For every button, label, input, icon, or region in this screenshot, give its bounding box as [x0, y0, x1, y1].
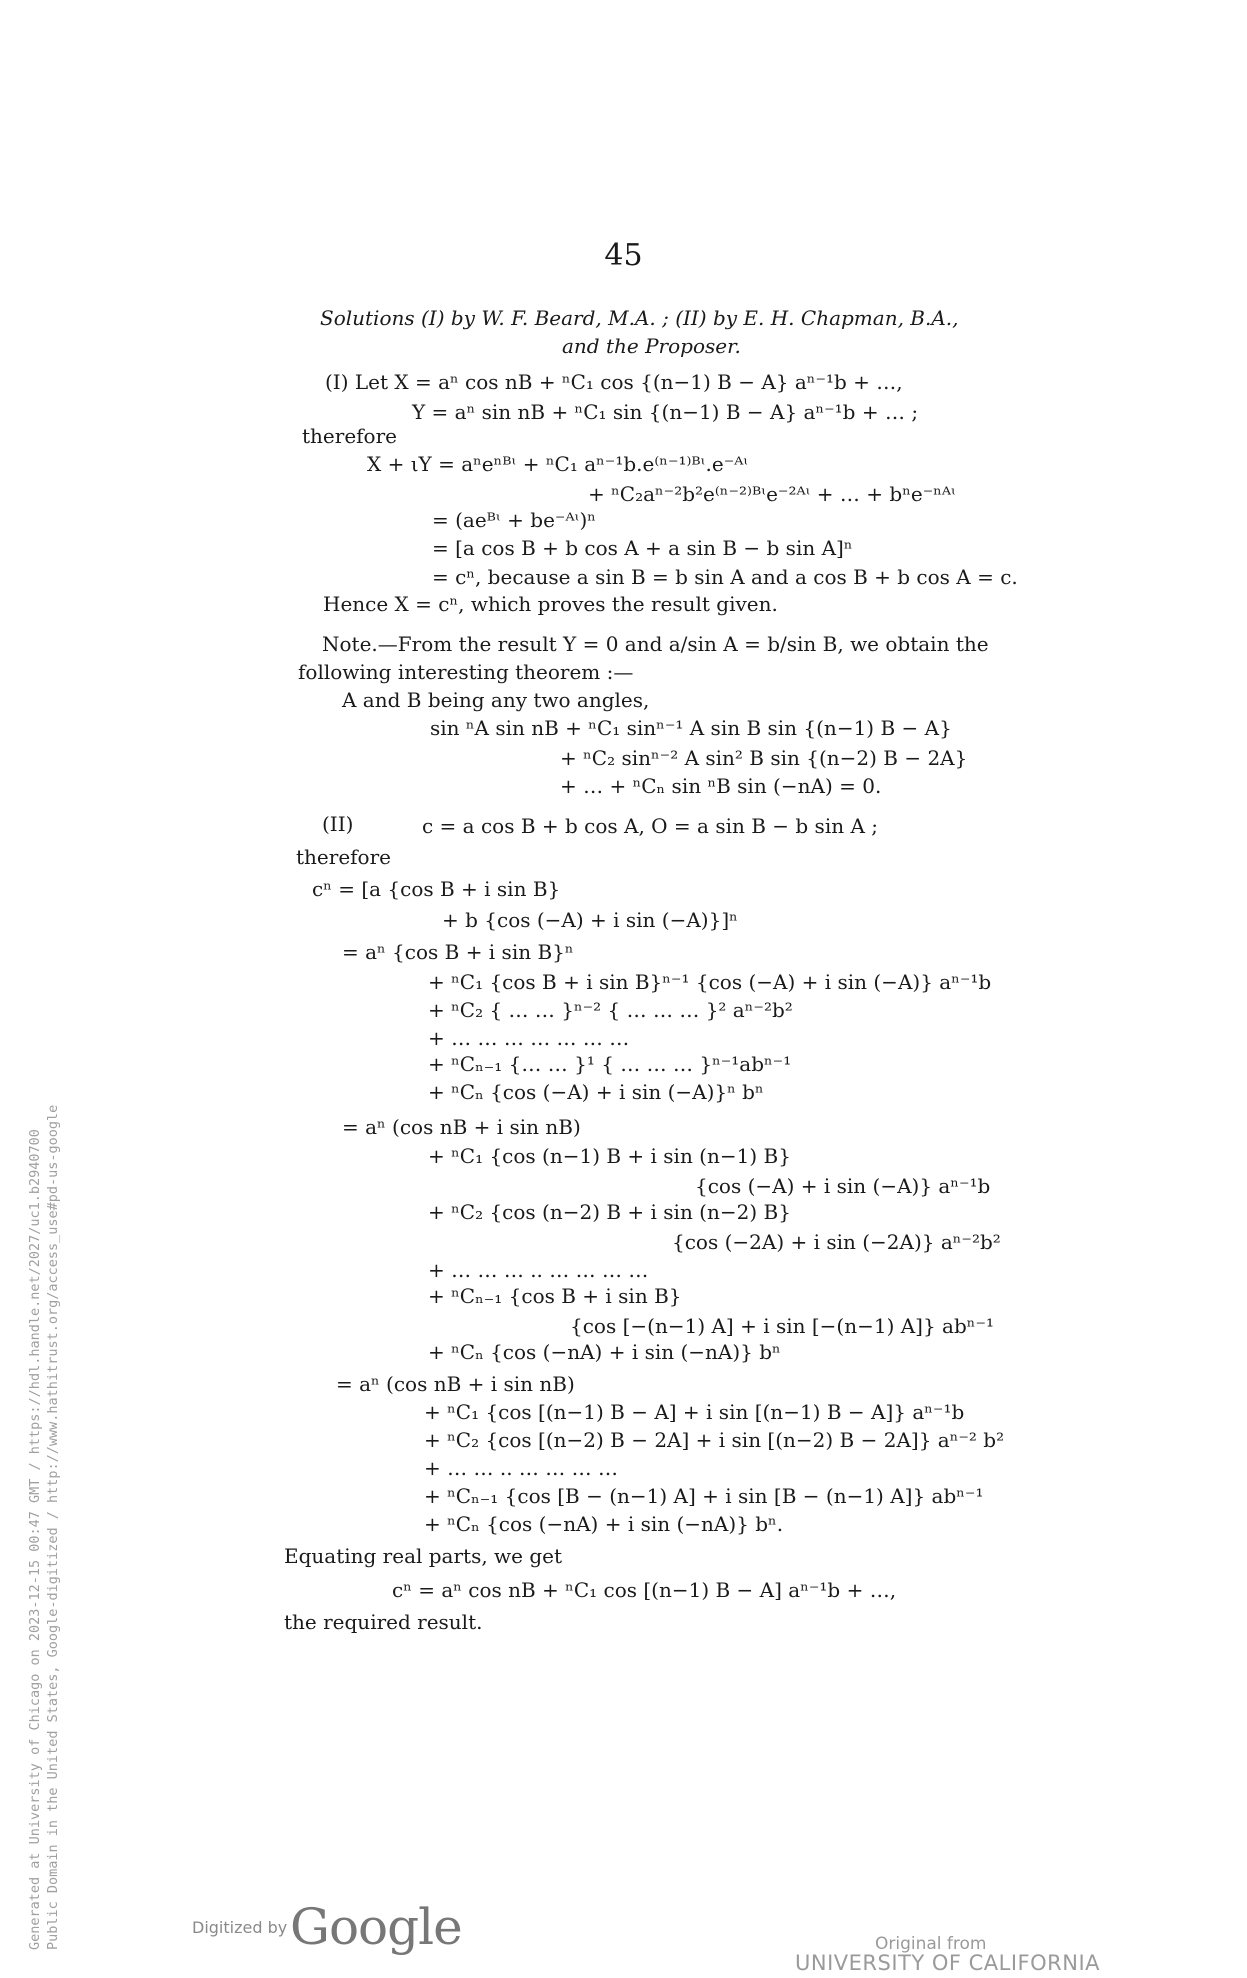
expansion-c6: + … … … .. … … … … — [428, 1258, 649, 1282]
provenance-line1: Generated at University of Chicago on 2023-12-15 00:47 GMT / https://hdl.handle.net/2027/uc1.b2940700 — [27, 1129, 43, 1950]
university-label: UNIVERSITY OF CALIFORNIA — [795, 1951, 1101, 1975]
note-line6: + … + ⁿCₙ sin ⁿB sin (−nA) = 0. — [560, 774, 882, 798]
expansion-d5: + ⁿCₙ₋₁ {cos [B − (n−1) A] + i sin [B − (n−1) A]} abⁿ⁻¹ — [424, 1484, 984, 1508]
closing-line: the required result. — [284, 1610, 483, 1634]
expansion-c9: + ⁿCₙ {cos (−nA) + i sin (−nA)} bⁿ — [428, 1340, 781, 1364]
expansion-d1: = aⁿ (cos nB + i sin nB) — [336, 1372, 575, 1396]
note-line5: + ⁿC₂ sinⁿ⁻² A sin² B sin {(n−2) B − 2A} — [560, 746, 968, 770]
expansion-d3: + ⁿC₂ {cos [(n−2) B − 2A] + i sin [(n−2) B − 2A]} aⁿ⁻² b² — [424, 1428, 1005, 1452]
provenance-line2: Public Domain in the United States, Google-digitized / http://www.hathitrust.org/access_use#pd-us-google — [45, 1104, 61, 1950]
expansion-c3: {cos (−A) + i sin (−A)} aⁿ⁻¹b — [695, 1174, 991, 1198]
expansion-b4: + … … … … … … … — [428, 1026, 630, 1050]
note-line1: Note.—From the result Y = 0 and a/sin A = b/sin B, we obtain the — [322, 632, 989, 656]
therefore-label-2: therefore — [296, 845, 391, 869]
expansion-d4: + … … .. … … … … — [424, 1456, 618, 1480]
google-logo: Google — [290, 1898, 462, 1956]
expansion-c1: = aⁿ (cos nB + i sin nB) — [342, 1115, 581, 1139]
note-line2: following interesting theorem :— — [298, 660, 634, 684]
part1-line3: X + ιY = aⁿeⁿᴮᶥ + ⁿC₁ aⁿ⁻¹b.e⁽ⁿ⁻¹⁾ᴮᶥ.e⁻ᴬᶥ — [367, 452, 749, 476]
expansion-a1: cⁿ = [a {cos B + i sin B} — [312, 877, 561, 901]
part1-line6: = [a cos B + b cos A + a sin B − b sin A]ⁿ — [432, 536, 853, 560]
original-from-label: Original from — [875, 1934, 987, 1954]
expansion-b2: + ⁿC₁ {cos B + i sin B}ⁿ⁻¹ {cos (−A) + i sin (−A)} aⁿ⁻¹b — [428, 970, 992, 994]
part1-line8: Hence X = cⁿ, which proves the result given. — [323, 592, 778, 616]
equating-line: Equating real parts, we get — [284, 1544, 563, 1568]
expansion-d2: + ⁿC₁ {cos [(n−1) B − A] + i sin [(n−1) B − A]} aⁿ⁻¹b — [424, 1400, 965, 1424]
part2-label: (II) — [322, 812, 354, 836]
part1-line4: + ⁿC₂aⁿ⁻²b²e⁽ⁿ⁻²⁾ᴮᶥe⁻²ᴬᶥ + … + bⁿe⁻ⁿᴬᶥ — [588, 482, 956, 506]
expansion-b1: = aⁿ {cos B + i sin B}ⁿ — [342, 940, 574, 964]
expansion-a2: + b {cos (−A) + i sin (−A)}]ⁿ — [442, 908, 738, 932]
expansion-b3: + ⁿC₂ { … … }ⁿ⁻² { … … … }² aⁿ⁻²b² — [428, 998, 793, 1022]
part1-line1: (I) Let X = aⁿ cos nB + ⁿC₁ cos {(n−1) B − A} aⁿ⁻¹b + …, — [325, 370, 903, 394]
part1-line5: = (aeᴮᶥ + be⁻ᴬᶥ)ⁿ — [432, 508, 596, 532]
digitized-by-label: Digitized by — [192, 1918, 288, 1937]
part2-equation: c = a cos B + b cos A, O = a sin B − b sin A ; — [422, 814, 878, 838]
provenance-sidebar — [26, 1105, 62, 1950]
note-line3: A and B being any two angles, — [342, 688, 650, 712]
expansion-b6: + ⁿCₙ {cos (−A) + i sin (−A)}ⁿ bⁿ — [428, 1080, 764, 1104]
part1-line7: = cⁿ, because a sin B = b sin A and a cos B + b cos A = c. — [432, 565, 1018, 589]
expansion-d6: + ⁿCₙ {cos (−nA) + i sin (−nA)} bⁿ. — [424, 1512, 784, 1536]
part1-line2: Y = aⁿ sin nB + ⁿC₁ sin {(n−1) B − A} aⁿ⁻¹b + … ; — [412, 400, 919, 424]
therefore-label-1: therefore — [302, 424, 397, 448]
final-result-equation: cⁿ = aⁿ cos nB + ⁿC₁ cos [(n−1) B − A] aⁿ⁻¹b + …, — [392, 1578, 897, 1602]
expansion-b5: + ⁿCₙ₋₁ {… … }¹ { … … … }ⁿ⁻¹abⁿ⁻¹ — [428, 1052, 792, 1076]
note-line4: sin ⁿA sin nB + ⁿC₁ sinⁿ⁻¹ A sin B sin {(n−1) B − A} — [430, 716, 952, 740]
expansion-c2: + ⁿC₁ {cos (n−1) B + i sin (n−1) B} — [428, 1144, 791, 1168]
expansion-c5: {cos (−2A) + i sin (−2A)} aⁿ⁻²b² — [672, 1230, 1001, 1254]
solutions-header-line2: and the Proposer. — [562, 334, 741, 358]
expansion-c7: + ⁿCₙ₋₁ {cos B + i sin B} — [428, 1284, 682, 1308]
expansion-c8: {cos [−(n−1) A] + i sin [−(n−1) A]} abⁿ⁻¹ — [570, 1314, 995, 1338]
page-number: 45 — [604, 238, 643, 273]
expansion-c4: + ⁿC₂ {cos (n−2) B + i sin (n−2) B} — [428, 1200, 791, 1224]
solutions-header-line1: Solutions (I) by W. F. Beard, M.A. ; (II) by E. H. Chapman, B.A., — [320, 306, 959, 330]
